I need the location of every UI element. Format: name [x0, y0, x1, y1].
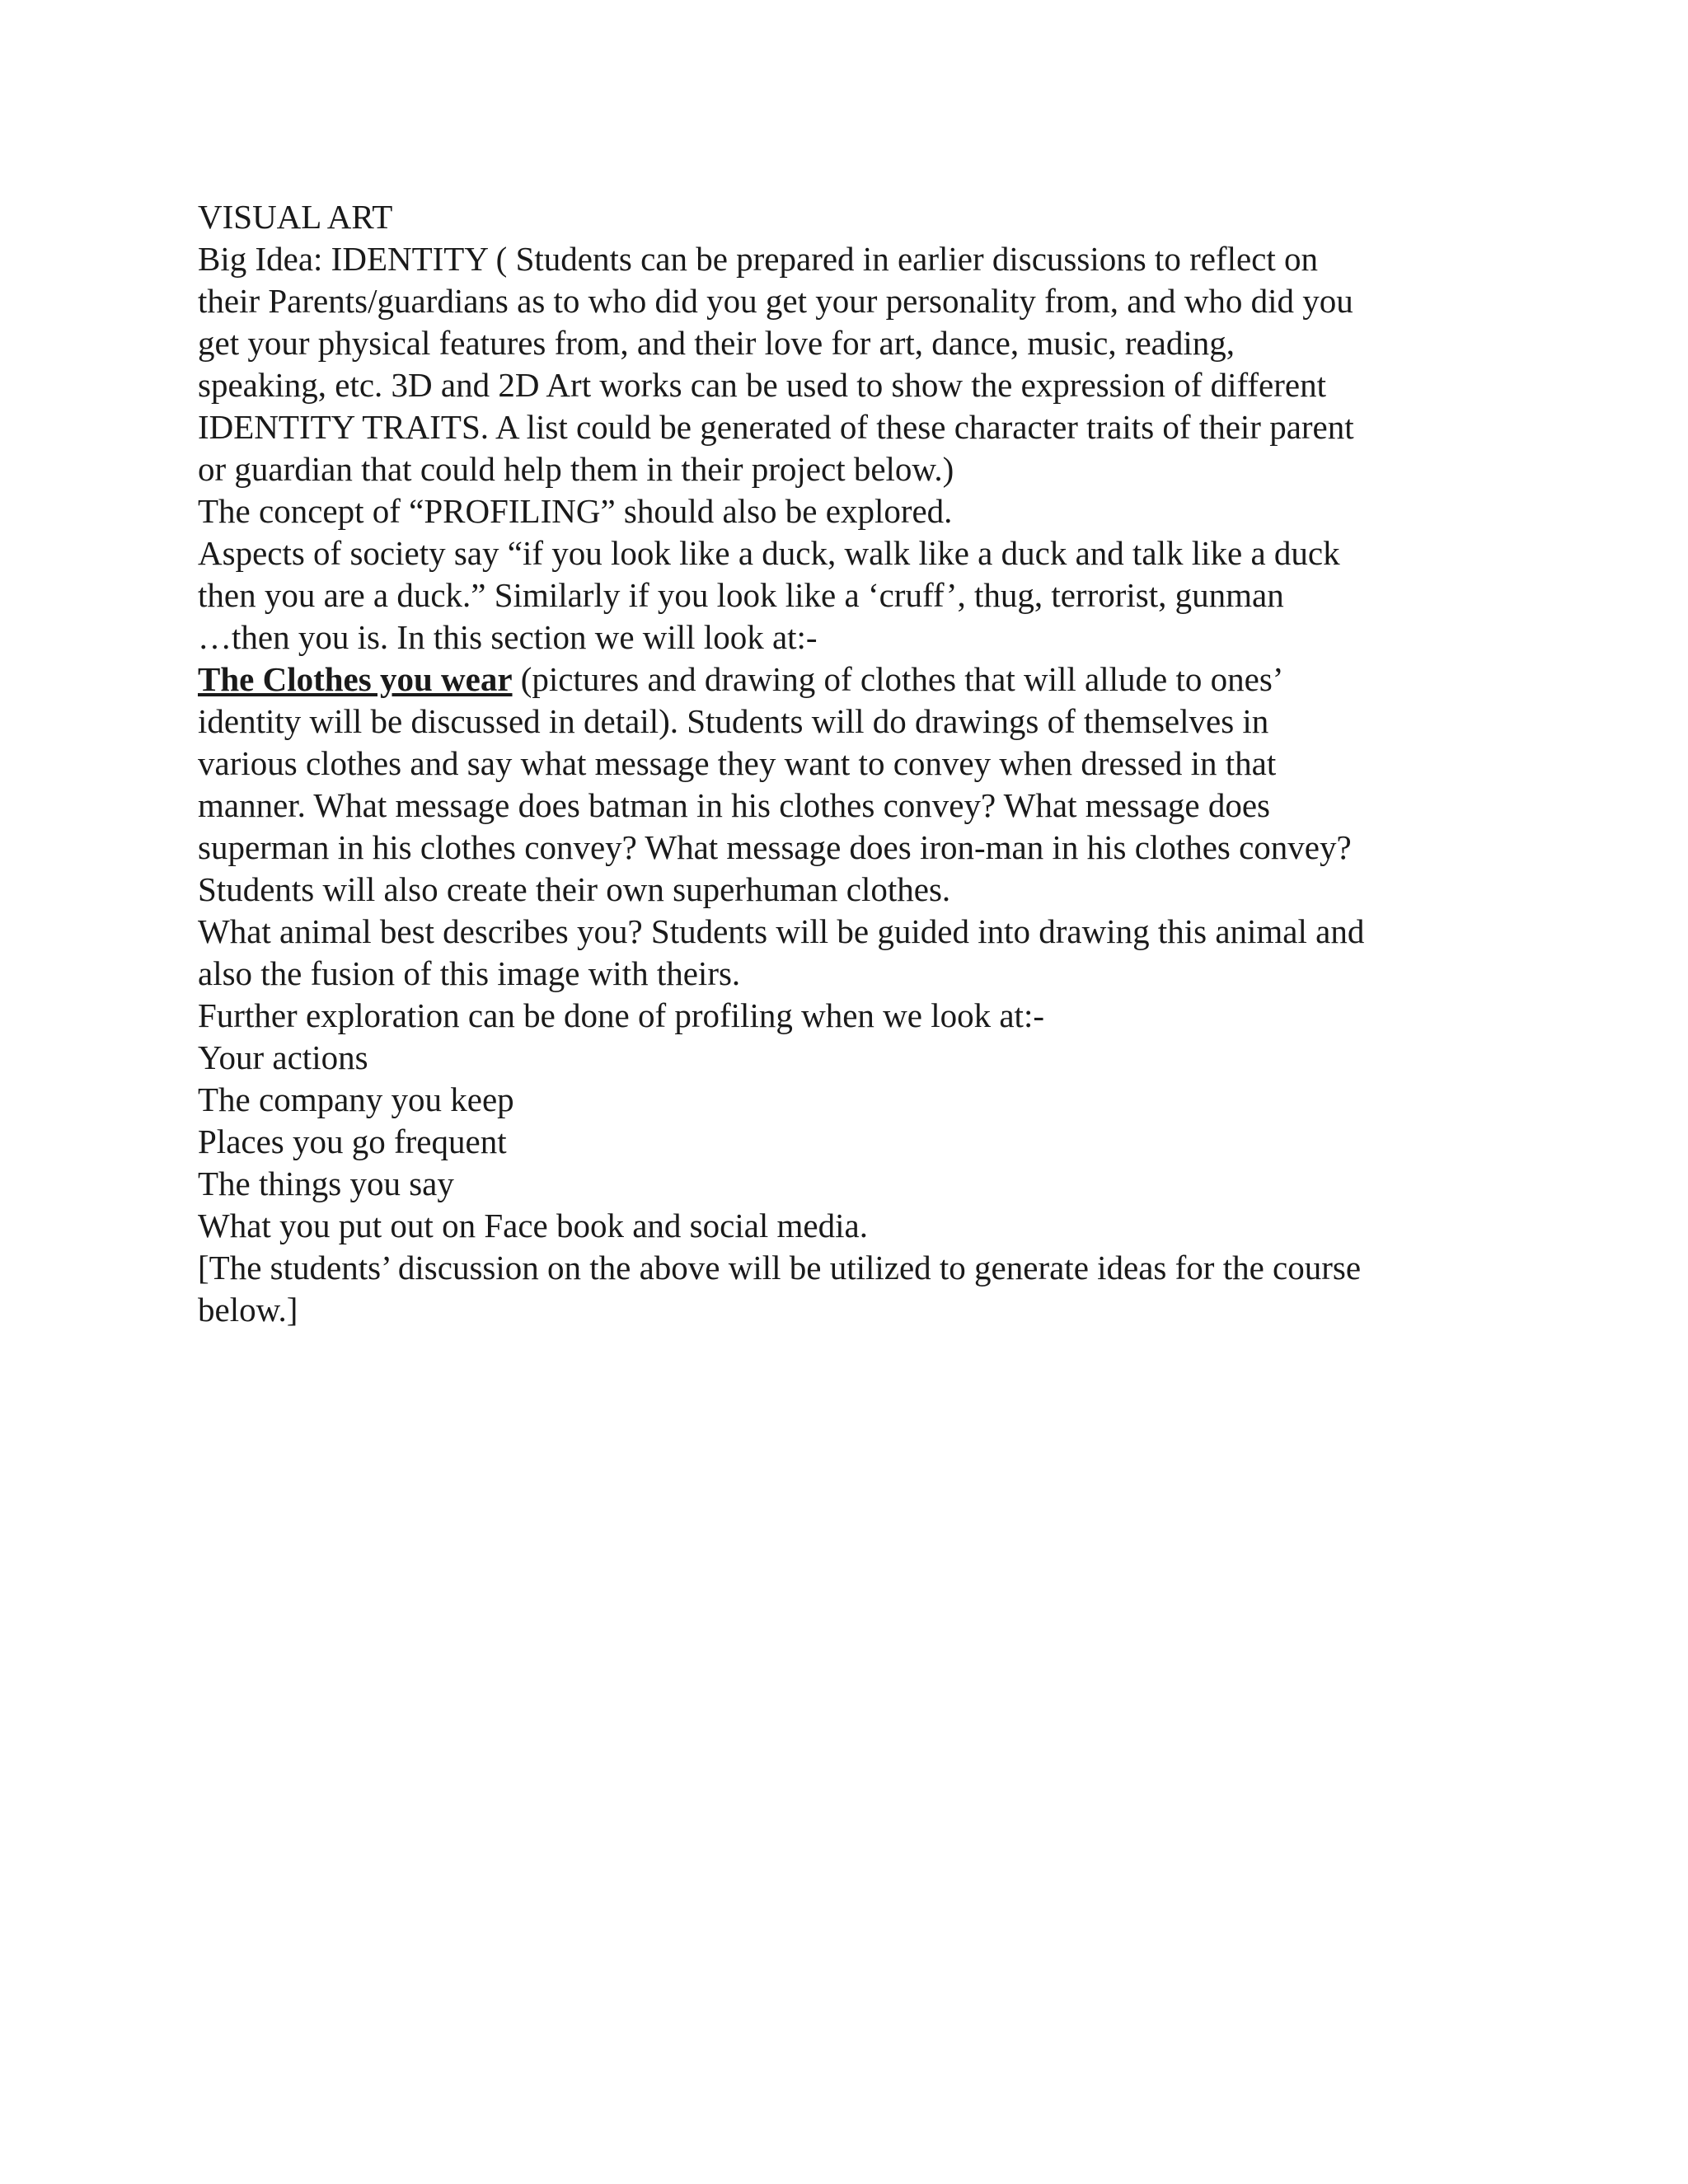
animal-paragraph [198, 911, 1500, 995]
text-line: or guardian that could help them in their project below.) [198, 450, 954, 488]
closing-paragraph [198, 1247, 1500, 1331]
text-line [198, 658, 1500, 701]
document-page [198, 196, 1500, 1331]
big-idea-paragraph [198, 238, 1500, 490]
text-line: identity will be discussed in detail). Students will do drawings of themselves in [198, 702, 1269, 740]
profiling-concept-paragraph: The concept of “PROFILING” should also be explored. [198, 492, 953, 530]
text-line: then you are a duck.” Similarly if you look like a ‘cruff’, thug, terrorist, gunman [198, 576, 1284, 614]
list-item: Places you go frequent [198, 1122, 507, 1160]
text-line: superman in his clothes convey? What message does iron-man in his clothes convey? [198, 828, 1352, 866]
text-line: Big Idea: IDENTITY ( Students can be prepared in earlier discussions to reflect on [198, 240, 1319, 278]
text-line: Students will also create their own superhuman clothes. [198, 870, 951, 908]
text-line: various clothes and say what message they want to convey when dressed in that [198, 744, 1277, 782]
text-line: IDENTITY TRAITS. A list could be generated of these character traits of their parent [198, 408, 1354, 446]
text-line: What animal best describes you? Students will be guided into drawing this animal and [198, 912, 1365, 950]
text-line: Aspects of society say “if you look like a duck, walk like a duck and talk like a duck [198, 534, 1340, 572]
text-line: get your physical features from, and their love for art, dance, music, reading, [198, 324, 1236, 362]
list-item: What you put out on Face book and social media. [198, 1207, 868, 1244]
clothes-intro-text: (pictures and drawing of clothes that will allude to ones’ [512, 660, 1284, 698]
list-item: The things you say [198, 1165, 454, 1202]
society-paragraph [198, 532, 1500, 658]
clothes-paragraph [198, 658, 1500, 911]
document-title: VISUAL ART [198, 198, 393, 236]
text-line: …then you is. In this section we will look at:- [198, 618, 818, 656]
further-exploration-paragraph: Further exploration can be done of profiling when we look at:- [198, 996, 1044, 1034]
text-line: below.] [198, 1291, 298, 1329]
text-line: [The students’ discussion on the above will be utilized to generate ideas for the course [198, 1249, 1362, 1286]
clothes-heading: The Clothes you wear [198, 660, 513, 698]
list-item: The company you keep [198, 1080, 514, 1118]
text-line: speaking, etc. 3D and 2D Art works can be used to show the expression of different [198, 366, 1326, 404]
text-line: also the fusion of this image with theirs. [198, 954, 741, 992]
list-item: Your actions [198, 1038, 368, 1076]
text-line: their Parents/guardians as to who did you get your personality from, and who did you [198, 282, 1353, 320]
text-line: manner. What message does batman in his clothes convey? What message does [198, 786, 1271, 824]
